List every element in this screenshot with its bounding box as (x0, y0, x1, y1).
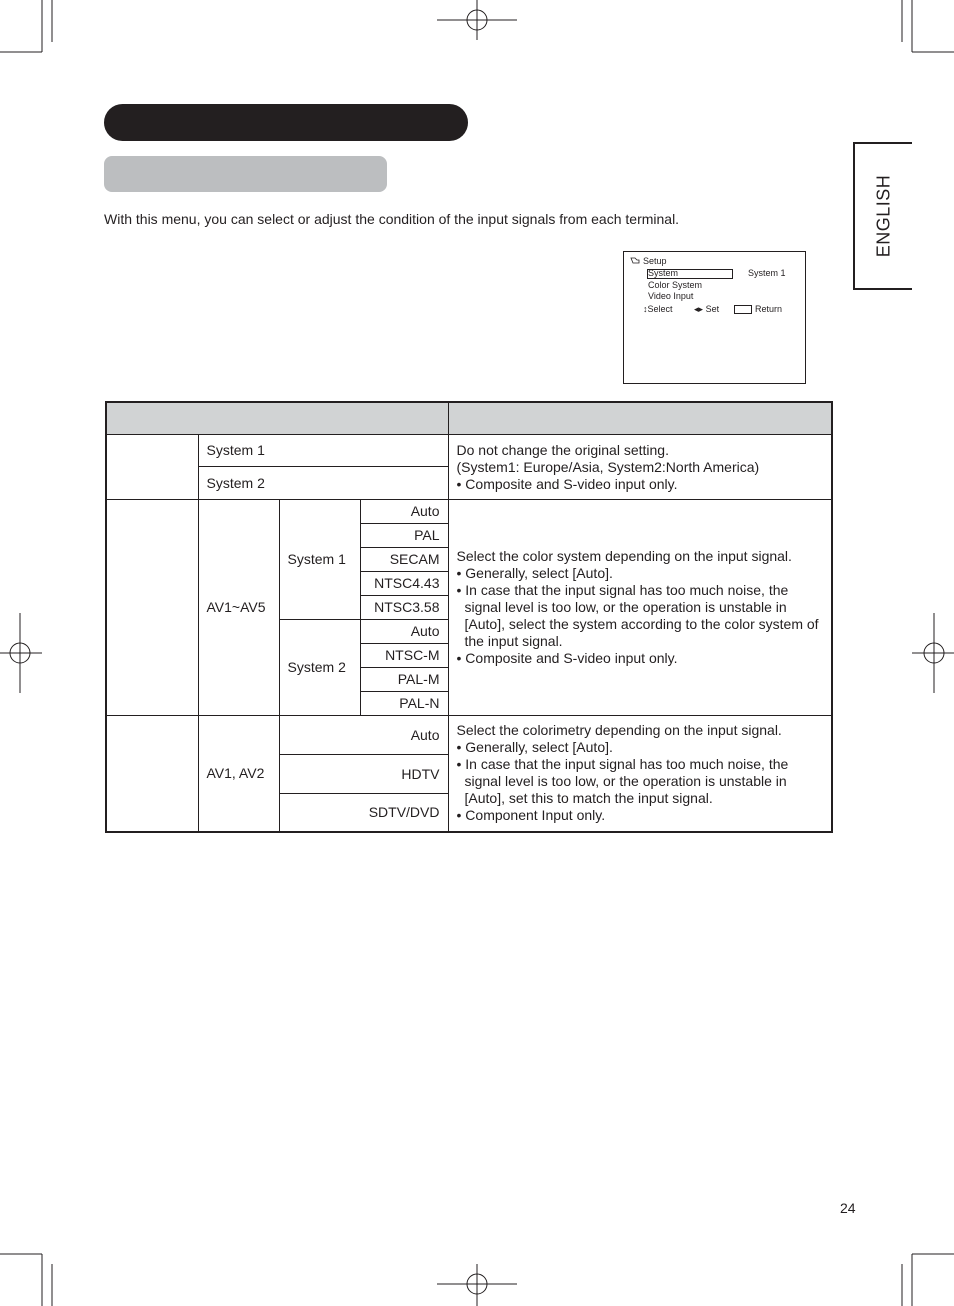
header-cell-description (448, 402, 832, 435)
description-line: • Generally, select [Auto]. (456, 739, 613, 756)
description-line: • Composite and S-video input only. (456, 475, 678, 492)
option-cell: SDTV/DVD (279, 794, 448, 832)
system-cell: System 2 (279, 620, 360, 716)
osd-select-hint (643, 304, 673, 315)
table-row (106, 716, 832, 755)
osd-selected-value: System 1 (748, 268, 786, 278)
option-cell: Auto (360, 500, 448, 524)
left-right-arrow-icon: ◂▸ (694, 304, 704, 314)
osd-item-video-input: Video Input (648, 291, 694, 301)
up-down-arrow-icon: ↕ (643, 304, 648, 314)
description-line: • In case that the input signal has too much noise, the signal level is too low, or the operation is unstable in [Auto], select the system according to the color system of the input signal. (456, 582, 819, 649)
table-row (106, 500, 832, 524)
return-key-icon (734, 305, 752, 314)
description-line: Do not change the original setting. (456, 441, 669, 458)
osd-select-label: Select (647, 304, 673, 314)
option-cell: System 2 (198, 467, 448, 500)
row-label-video-input (106, 716, 198, 832)
option-cell: PAL (360, 524, 448, 548)
language-tab (853, 142, 912, 290)
option-cell: SECAM (360, 548, 448, 572)
description-cell (448, 500, 832, 716)
description-line: • In case that the input signal has too much noise, the signal level is too low, or the operation is unstable in [Auto], set this to match the input signal. (456, 756, 789, 807)
input-cell: AV1~AV5 (198, 500, 279, 716)
language-tab-label: ENGLISH (873, 174, 893, 258)
option-cell: HDTV (279, 755, 448, 794)
osd-menu-illustration (623, 251, 806, 384)
description-cell (448, 435, 832, 500)
row-label-color-system (106, 500, 198, 716)
page-number: 24 (840, 1200, 856, 1216)
option-cell: Auto (279, 716, 448, 755)
subsection-title-bar (104, 156, 387, 192)
row-label-system (106, 435, 198, 500)
system-cell: System 1 (279, 500, 360, 620)
option-cell: NTSC3.58 (360, 596, 448, 620)
table-header-row (106, 402, 832, 435)
intro-text: With this menu, you can select or adjust the condition of the input signals from each terminal. (104, 211, 680, 227)
description-line: Select the color system depending on the input signal. (456, 548, 792, 564)
option-cell: Auto (360, 620, 448, 644)
input-cell: AV1, AV2 (198, 716, 279, 832)
osd-set-label: Set (705, 304, 720, 314)
description-line: • Generally, select [Auto]. (456, 565, 613, 581)
option-cell: NTSC-M (360, 644, 448, 668)
description-cell (448, 716, 832, 832)
osd-set-hint (694, 304, 719, 315)
settings-table (105, 401, 833, 833)
osd-return-hint (734, 304, 782, 315)
osd-item-color-system: Color System (648, 280, 703, 290)
option-cell: PAL-N (360, 692, 448, 716)
osd-title: Setup (643, 256, 667, 266)
setup-icon (630, 256, 640, 267)
description-line: • Component Input only. (456, 807, 606, 824)
description-line: Select the colorimetry depending on the input signal. (456, 722, 782, 739)
description-line: • Composite and S-video input only. (456, 650, 678, 666)
header-cell-item (106, 402, 448, 435)
osd-return-label: Return (755, 304, 783, 314)
option-cell: NTSC4.43 (360, 572, 448, 596)
option-cell: System 1 (198, 435, 448, 467)
description-line: (System1: Europe/Asia, System2:North America) (456, 458, 760, 475)
section-title-bar (104, 104, 468, 141)
osd-item-system: System (648, 268, 679, 278)
table-row (106, 435, 832, 467)
option-cell: PAL-M (360, 668, 448, 692)
